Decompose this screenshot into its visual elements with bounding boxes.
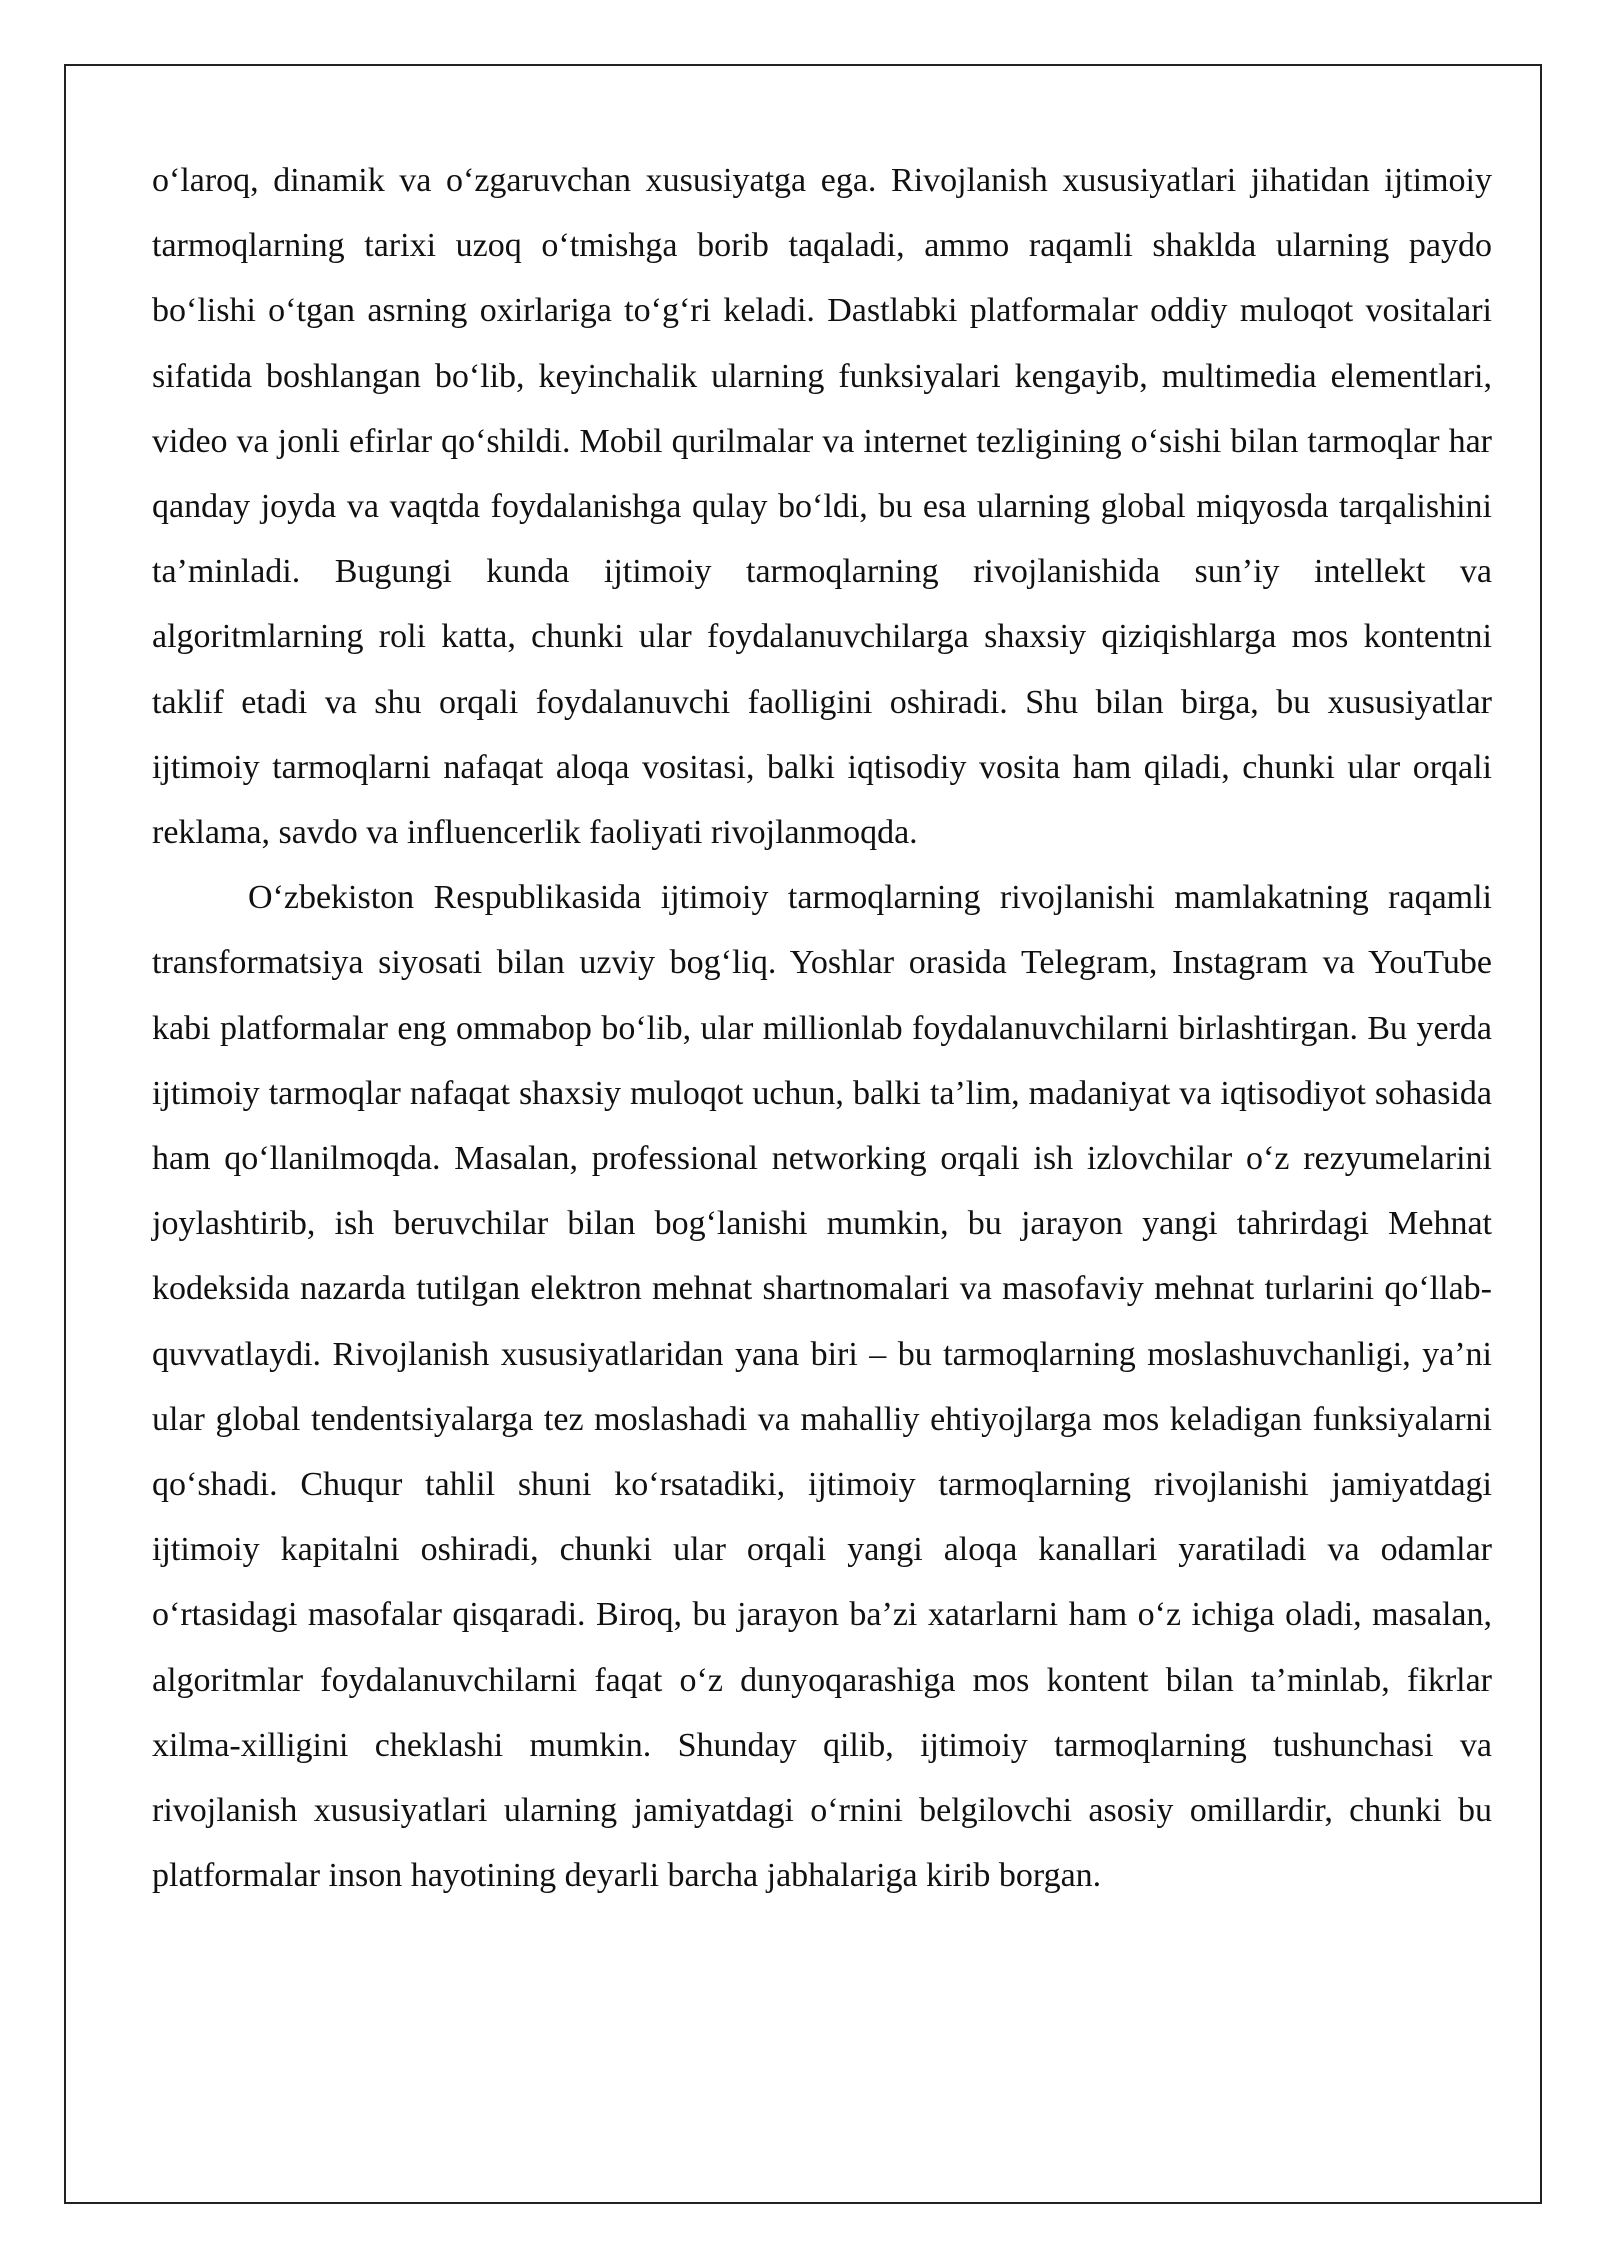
paragraph-uzbekistan: O‘zbekiston Respublikasida ijtimoiy tarmoqlarning rivojlanishi mamlakatning raqamli transformatsiya siyosati bilan uzviy bog‘liq. Yoshlar orasida Telegram, Instagram va YouTube kabi platformalar eng ommabop bo‘lib, ular millionlab foydalanuvchilarni birlashtirgan. Bu yerda ijtimoiy tarmoqlar nafaqat shaxsiy muloqot uchun, balki ta’lim, madaniyat va iqtisodiyot sohasida ham qo‘llanilmoqda. Masalan, professional networking orqali ish izlovchilar o‘z rezyumelarini joylashtirib, ish beruvchilar bilan bog‘lanishi mumkin, bu jarayon yangi tahrirdagi Mehnat kodeksida nazarda tutilgan elektron mehnat shartnomalari va masofaviy mehnat turlarini qo‘llab-quvvatlaydi. Rivojlanish xususiyatlaridan yana biri – bu tarmoqlarning moslashuvchanligi, ya’ni ular global tendentsiyalarga tez moslashadi va mahalliy ehtiyojlarga mos keladigan funksiyalarni qo‘shadi. Chuqur tahlil shuni ko‘rsatadiki, ijtimoiy tarmoqlarning rivojlanishi jamiyatdagi ijtimoiy kapitalni oshiradi, chunki ular orqali yangi aloqa kanallari yaratiladi va odamlar o‘rtasidagi masofalar qisqaradi. Biroq, bu jarayon ba’zi xatarlarni ham o‘z ichiga oladi, masalan, algoritmlar foydalanuvchilarni faqat o‘z dunyoqarashiga mos kontent bilan ta’minlab, fikrlar xilma-xilligini cheklashi mumkin. Shunday qilib, ijtimoiy tarmoqlarning tushunchasi va rivojlanish xususiyatlari ularning jamiyatdagi o‘rnini belgilovchi asosiy omillardir, chunki bu platformalar inson hayotining deyarli barcha jabhalariga kirib borgan. <box>152 879 1492 1895</box>
paragraph-continuation: o‘laroq, dinamik va o‘zgaruvchan xususiyatga ega. Rivojlanish xususiyatlari jihatidan ijtimoiy tarmoqlarning tarixi uzoq o‘tmishga borib taqaladi, ammo raqamli shaklda ularning paydo bo‘lishi o‘tgan asrning oxirlariga to‘g‘ri keladi. Dastlabki platformalar oddiy muloqot vositalari sifatida boshlangan bo‘lib, keyinchalik ularning funksiyalari kengayib, multimedia elementlari, video va jonli efirlar qo‘shildi. Mobil qurilmalar va internet tezligining o‘sishi bilan tarmoqlar har qanday joyda va vaqtda foydalanishga qulay bo‘ldi, bu esa ularning global miqyosda tarqalishini ta’minladi. Bugungi kunda ijtimoiy tarmoqlarning rivojlanishida sun’iy intellekt va algoritmlarning roli katta, chunki ular foydalanuvchilarga shaxsiy qiziqishlarga mos kontentni taklif etadi va shu orqali foydalanuvchi faolligini oshiradi. Shu bilan birga, bu xususiyatlar ijtimoiy tarmoqlarni nafaqat aloqa vositasi, balki iqtisodiy vosita ham qiladi, chunki ular orqali reklama, savdo va influencerlik faoliyati rivojlanmoqda. <box>152 162 1492 852</box>
document-body <box>152 148 1492 1908</box>
